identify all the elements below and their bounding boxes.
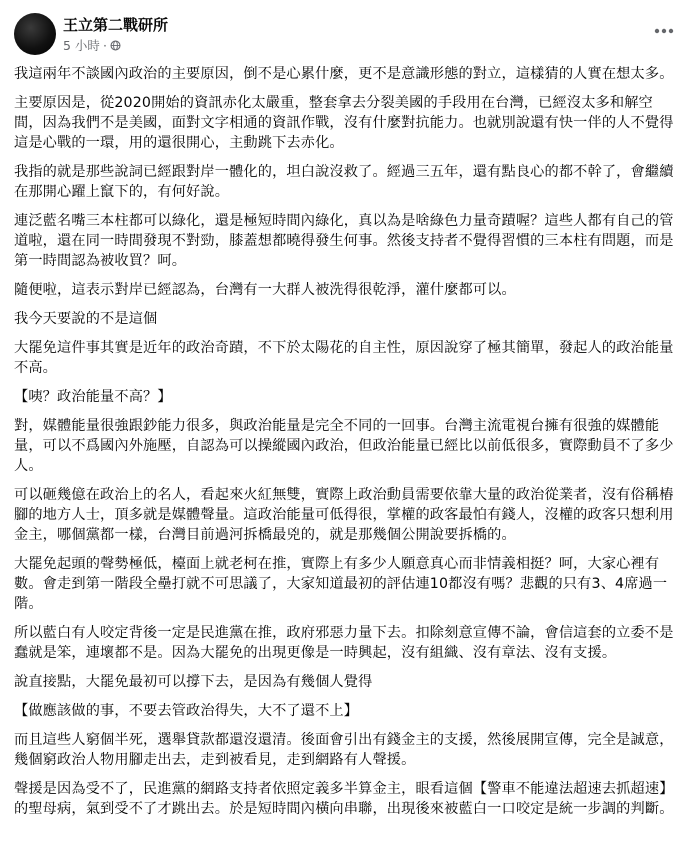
post-meta xyxy=(63,36,121,54)
paragraph: 聲援是因為受不了，民進黨的網路支持者依照定義多半算金主，眼看這個【警車不能違法超速去抓超速】的聖母病，氣到受不了才跳出去。於是短時間內橫向串聯，出現後來被藍白一口咬定是統一步調的判斷。 xyxy=(14,781,674,817)
post-time[interactable]: 5 小時 xyxy=(63,38,100,53)
more-dots-icon xyxy=(654,28,674,34)
paragraph: 隨便啦，這表示對岸已經認為，台灣有一大群人被洗得很乾淨，灌什麼都可以。 xyxy=(14,282,516,298)
paragraph: 大罷免起頭的聲勢極低，檯面上就老柯在推，實際上有多少人願意真心而非情義相挺？呵，大家心裡有數。會走到第一階段全壘打就不可思議了，大家知道最初的評估連10都沒有嗎？悲觀的只有3、4席過一階。 xyxy=(14,556,668,612)
paragraph: 對，媒體能量很強跟鈔能力很多，與政治能量是完全不同的一回事。台灣主流電視台擁有很強的媒體能量，可以不爲國內外施壓，自認為可以操縱國內政治，但政治能量已經比以前低很多，實際動員不了多少人。 xyxy=(14,418,674,474)
paragraph: 連泛藍名嘴三本柱都可以綠化，還是極短時間內綠化，真以為是啥綠色力量奇蹟喔？這些人都有自己的管道啦，還在同一時間發現不對勁，膝蓋想都曉得發生何事。然後支持者不覺得習慣的三本柱有問題，而是第一時間認為被收買？呵。 xyxy=(14,213,674,269)
paragraph: 可以砸幾億在政治上的名人，看起來火紅無雙，實際上政治動員需要依靠大量的政治從業者，沒有俗稱樁腳的地方人士，頂多就是媒體聲量。這政治能量可低得很，掌權的政客最怕有錢人，沒權的政客只想利用金主，哪個黨都一樣，台灣目前過河拆橋最兇的，就是那幾個公開說要拆橋的。 xyxy=(14,487,674,543)
paragraph: 所以藍白有人咬定背後一定是民進黨在推，政府邪惡力量下去。扣除刻意宣傳不論，會信這套的立委不是蠢就是笨，連壞都不是。因為大罷免的出現更像是一時興起，沒有組織、沒有章法、沒有支援。 xyxy=(14,625,674,661)
globe-icon[interactable] xyxy=(110,40,121,51)
author-name[interactable]: 王立第二戰研所 xyxy=(63,16,169,34)
more-options-button[interactable] xyxy=(649,19,679,43)
paragraph: 主要原因是，從2020開始的資訊赤化太嚴重，整套拿去分裂美國的手段用在台灣，已經沒太多和解空間，因為我們不是美國，面對文字相通的資訊作戰，沒有什麼對抗能力。也就別說還有快一伴的人不覺得這是心戰的一環，用的還很開心，主動跳下去赤化。 xyxy=(14,95,674,151)
paragraph: 大罷免這件事其實是近年的政治奇蹟，不下於太陽花的自主性，原因說穿了極其簡單，發起人的政治能量不高。 xyxy=(14,340,674,376)
paragraph: 我指的就是那些說詞已經跟對岸一體化的，坦白說沒救了。經過三五年，還有點良心的都不幹了，會繼續在那開心躍上竄下的，有何好說。 xyxy=(14,164,674,200)
meta-separator: · xyxy=(102,37,107,53)
paragraph: 【做應該做的事，不要去管政治得失，大不了還不上】 xyxy=(14,703,359,719)
avatar[interactable] xyxy=(14,13,56,55)
paragraph: 說直接點，大罷免最初可以撐下去，是因為有幾個人覺得 xyxy=(14,674,373,690)
paragraph: 我這兩年不談國內政治的主要原因，倒不是心累什麼，更不是意識形態的對立，這樣猜的人實在想太多。 xyxy=(14,66,674,82)
post-body xyxy=(14,64,679,828)
paragraph: 我今天要說的不是這個 xyxy=(14,311,158,327)
post-header xyxy=(14,13,679,57)
paragraph: 而且這些人窮個半死，選舉貸款都還沒還清。後面會引出有錢金主的支援，然後展開宣傳，完全是誠意，幾個窮政治人物用腳走出去，走到被看見，走到網路有人聲援。 xyxy=(14,732,674,768)
paragraph: 【咦？政治能量不高？】 xyxy=(14,389,172,405)
